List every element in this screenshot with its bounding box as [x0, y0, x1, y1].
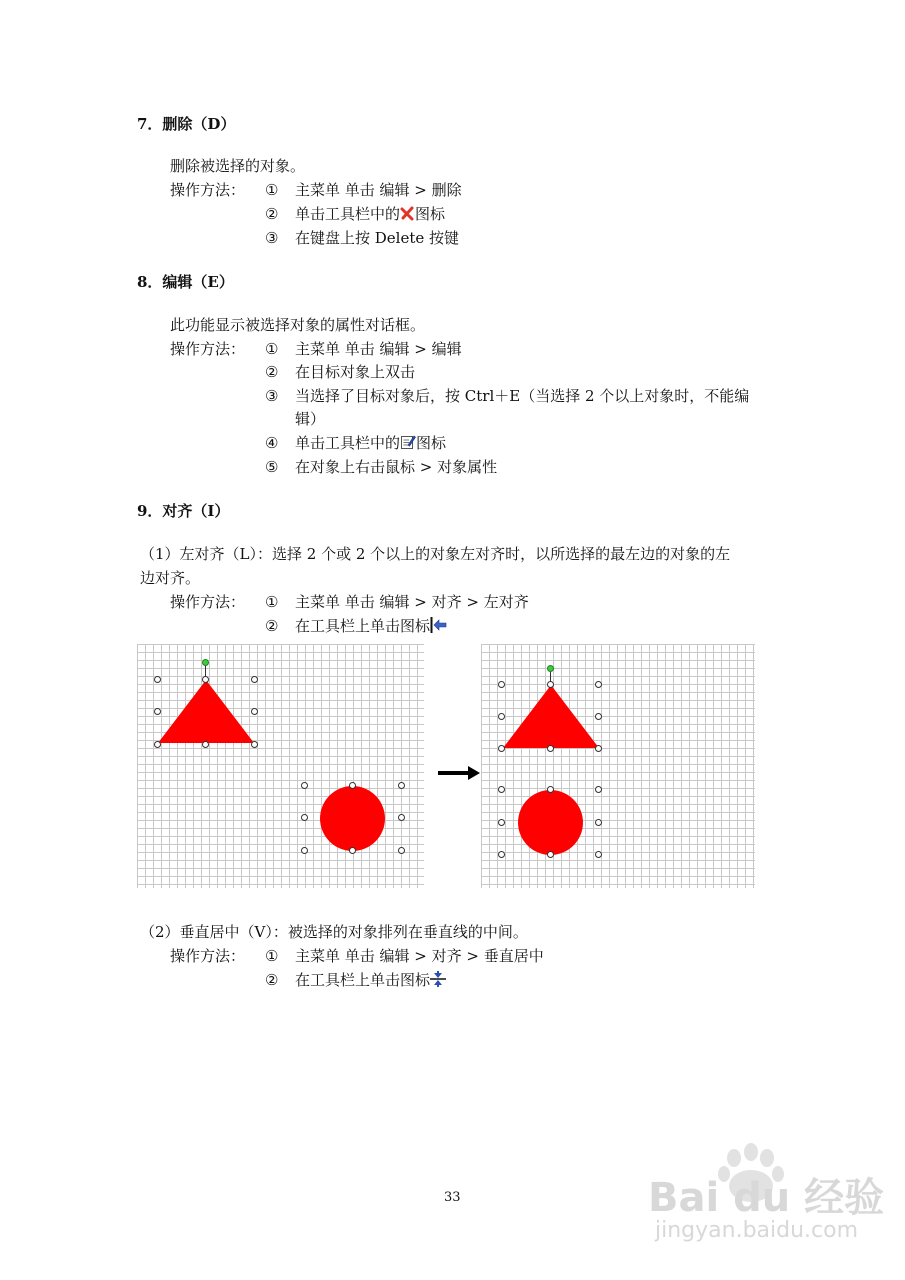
edit-method-label: 操作方法： [170, 340, 246, 358]
step-text: 在键盘上按 Delete 按键 [295, 229, 460, 247]
step-number: ② [265, 971, 279, 989]
selection-handle [349, 847, 356, 854]
edit-step-3 [265, 385, 749, 406]
selection-handle [547, 851, 554, 858]
selection-handle [595, 745, 602, 752]
delete-step-1 [265, 179, 462, 200]
step-text: 在目标对象上双击 [295, 363, 416, 381]
selection-handle [398, 814, 405, 821]
align-vcenter-method-label: 操作方法： [170, 947, 246, 965]
delete-method-label: 操作方法： [170, 181, 246, 199]
align-left-description: （1）左对齐（L）：选择 2 个或 2 个以上的对象左对齐时，以所选择的最左边的对象的左 [140, 545, 731, 563]
step-number: ① [265, 593, 279, 611]
watermark-logo-text: Bai du 经验 [648, 1175, 885, 1221]
step-number: ③ [265, 387, 279, 405]
align-vcenter-step-1 [265, 945, 544, 966]
step-number: ③ [265, 229, 279, 247]
step-number: ② [265, 363, 279, 381]
triangle-shape [503, 685, 599, 748]
selection-handle [547, 745, 554, 752]
selection-handle [595, 681, 602, 688]
align-left-method-label: 操作方法： [170, 593, 246, 611]
selection-handle [398, 847, 405, 854]
selection-handle [595, 851, 602, 858]
selection-handle [498, 745, 505, 752]
step-number: ① [265, 947, 279, 965]
selection-handle [154, 676, 161, 683]
align-left-description-continued: 边对齐。 [140, 569, 201, 587]
edit-description: 此功能显示被选择对象的属性对话框。 [170, 316, 426, 334]
circle-shape [518, 790, 583, 855]
selection-handle [154, 708, 161, 715]
edit-step-5 [265, 456, 497, 477]
step-text: 在工具栏上单击图标 [295, 617, 431, 635]
align-left-icon [430, 617, 448, 637]
selection-handle [547, 786, 554, 793]
edit-step-1 [265, 338, 462, 359]
edit-pencil-icon [400, 434, 416, 454]
selection-handle [595, 786, 602, 793]
step-text-suffix: 图标 [415, 205, 446, 223]
align-left-step-2 [265, 615, 448, 637]
selection-handle [595, 713, 602, 720]
step-text: 单击工具栏中的 [295, 434, 401, 452]
selection-handle [349, 782, 356, 789]
selection-handle [498, 786, 505, 793]
step-text: 主菜单 单击 编辑 > 删除 [295, 181, 462, 199]
section-heading-delete: 7．删除（D） [137, 115, 236, 133]
selection-handle [202, 741, 209, 748]
selection-handle [251, 708, 258, 715]
align-left-step-1 [265, 591, 529, 612]
selection-handle [498, 851, 505, 858]
delete-step-3 [265, 227, 459, 248]
step-text: 单击工具栏中的 [295, 205, 401, 223]
step-text: 在对象上右击鼠标 > 对象属性 [295, 458, 498, 476]
rotation-handle [202, 659, 209, 666]
selection-handle [498, 681, 505, 688]
selection-handle [154, 741, 161, 748]
align-vcenter-icon [430, 971, 446, 991]
step-number: ④ [265, 434, 279, 452]
selection-handle [595, 819, 602, 826]
step-number: ① [265, 340, 279, 358]
selection-handle [498, 713, 505, 720]
watermark-url: jingyan.baidu.com [655, 1218, 859, 1243]
delete-step-2 [265, 203, 445, 225]
section-heading-align: 9．对齐（I） [137, 502, 230, 520]
step-text: 主菜单 单击 编辑 > 编辑 [295, 340, 462, 358]
rotation-handle [547, 665, 554, 672]
step-text: 当选择了目标对象后，按 Ctrl＋E（当选择 2 个以上对象时，不能编 [295, 387, 750, 405]
section-heading-edit: 8．编辑（E） [137, 273, 234, 291]
edit-step-3-continued: 辑） [295, 410, 326, 428]
selection-handle [202, 676, 209, 683]
circle-shape [320, 786, 385, 851]
step-number: ② [265, 617, 279, 635]
step-number: ⑤ [265, 458, 279, 476]
right-arrow-icon [438, 764, 480, 786]
selection-handle [547, 681, 554, 688]
grid-after [481, 644, 755, 888]
edit-step-4 [265, 432, 446, 454]
step-text: 主菜单 单击 编辑 > 对齐 > 垂直居中 [295, 947, 544, 965]
align-vcenter-step-2 [265, 969, 446, 991]
selection-handle [301, 782, 308, 789]
align-vcenter-description: （2）垂直居中（V）：被选择的对象排列在垂直线的中间。 [140, 923, 528, 941]
delete-x-icon [400, 206, 415, 225]
selection-handle [301, 847, 308, 854]
page-number: 33 [444, 1190, 461, 1205]
selection-handle [301, 814, 308, 821]
step-text: 主菜单 单击 编辑 > 对齐 > 左对齐 [295, 593, 529, 611]
triangle-shape [158, 680, 254, 743]
delete-description: 删除被选择的对象。 [170, 157, 306, 175]
edit-step-2 [265, 361, 415, 382]
step-number: ① [265, 181, 279, 199]
selection-handle [498, 819, 505, 826]
selection-handle [251, 741, 258, 748]
step-text-suffix: 图标 [416, 434, 447, 452]
step-text: 在工具栏上单击图标 [295, 971, 431, 989]
selection-handle [251, 676, 258, 683]
selection-handle [398, 782, 405, 789]
step-number: ② [265, 205, 279, 223]
